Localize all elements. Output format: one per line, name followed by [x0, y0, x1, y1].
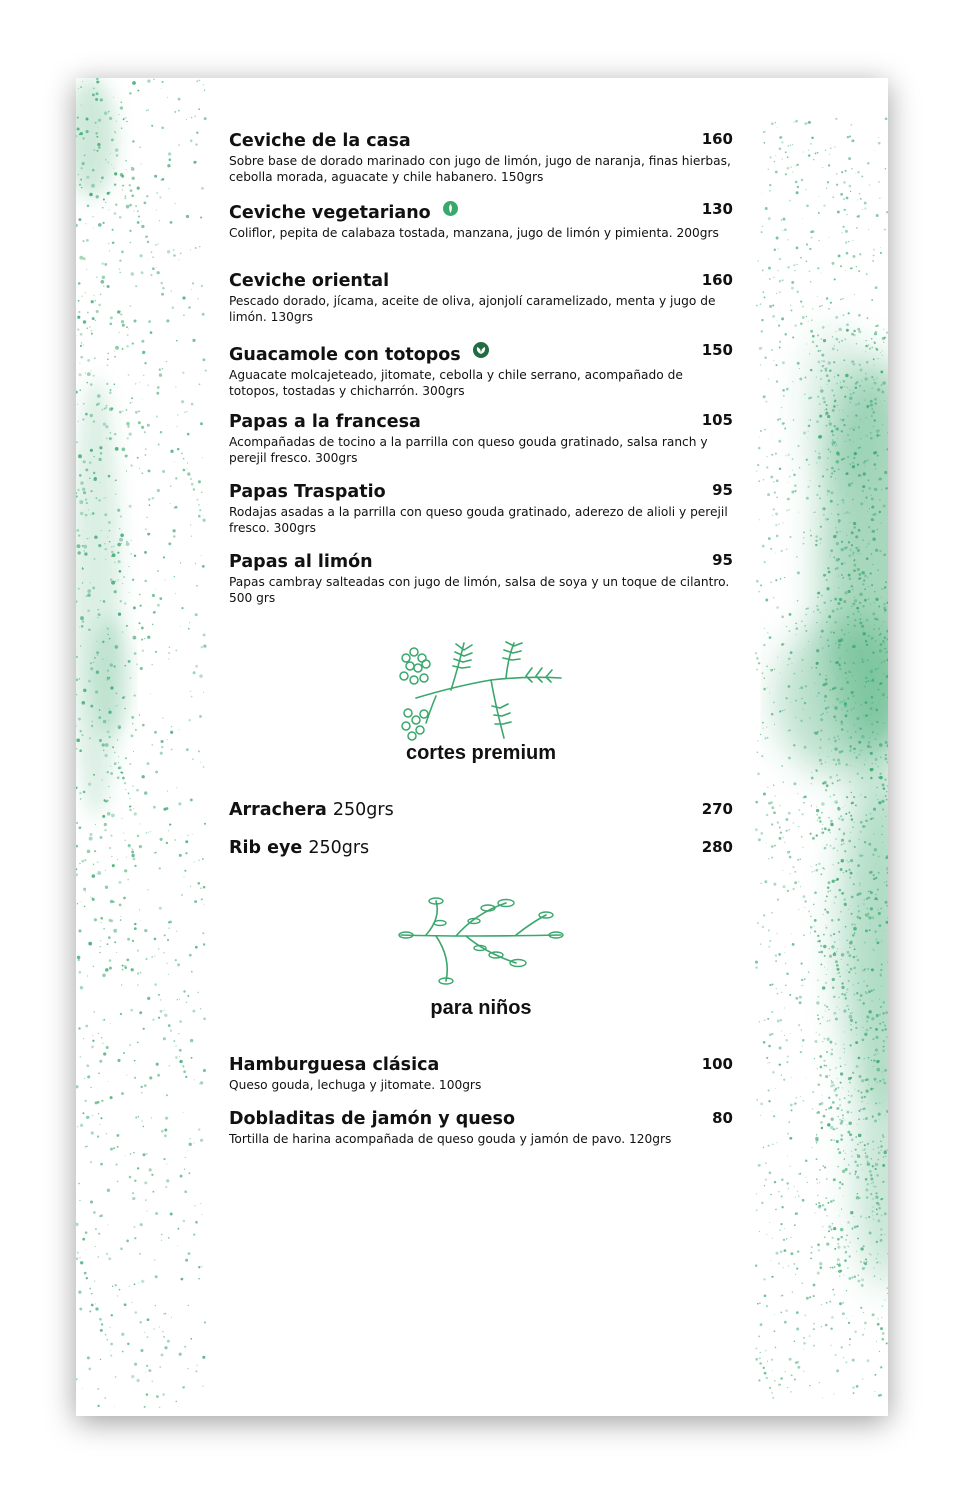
item-price: 95 — [712, 481, 733, 499]
item-name: Papas a la francesa — [229, 412, 421, 432]
menu-page — [76, 78, 888, 1416]
item-price: 80 — [712, 1109, 733, 1127]
item-name: Arrachera — [229, 800, 327, 820]
item-weight: 250grs — [332, 800, 394, 820]
item-description: Acompañadas de tocino a la parrilla con queso gouda gratinado, salsa ranch y perejil fresco. 300grs — [229, 435, 708, 465]
item-name: Papas al limón — [229, 552, 373, 572]
item-description: Aguacate molcajeteado, jitomate, cebolla y chile serrano, acompañado de totopos, tostadas y chicharrón. 300grs — [229, 368, 683, 398]
item-price: 95 — [712, 551, 733, 569]
item-description: Tortilla de harina acompañada de queso gouda y jamón de pavo. 120grs — [229, 1132, 672, 1146]
item-price: 270 — [701, 800, 733, 818]
item-name: Guacamole con totopos — [229, 345, 461, 365]
item-name: Ceviche vegetariano — [229, 203, 431, 223]
section-title-premium: cortes premium — [405, 742, 557, 764]
item-description: Papas cambray salteadas con jugo de limón, salsa de soya y un toque de cilantro. 500 grs — [229, 575, 730, 605]
item-name: Papas Traspatio — [229, 482, 386, 502]
item-name: Ceviche oriental — [229, 271, 390, 291]
section-title-kids: para niños — [430, 997, 532, 1019]
item-price: 105 — [701, 411, 733, 429]
herb-sprig-illustration-1 — [396, 638, 566, 742]
item-name: Dobladitas de jamón y queso — [229, 1109, 515, 1129]
item-name: Hamburguesa clásica — [229, 1055, 440, 1075]
item-price: 280 — [701, 838, 733, 856]
vegan-leaves-icon — [473, 342, 489, 358]
item-price: 150 — [701, 341, 733, 359]
item-description: Pescado dorado, jícama, aceite de oliva, ajonjolí caramelizado, menta y jugo de limón. 130grs — [229, 294, 716, 324]
item-name: Rib eye — [229, 838, 303, 858]
item-price: 130 — [701, 200, 733, 218]
herb-sprig-illustration-2 — [396, 893, 566, 988]
item-name: Ceviche de la casa — [229, 131, 411, 151]
item-price: 100 — [701, 1055, 733, 1073]
item-weight: 250grs — [308, 838, 370, 858]
item-description: Rodajas asadas a la parrilla con queso gouda gratinado, aderezo de alioli y perejil fresco. 300grs — [229, 505, 728, 535]
item-description: Queso gouda, lechuga y jitomate. 100grs — [229, 1078, 482, 1092]
item-description: Sobre base de dorado marinado con jugo de limón, jugo de naranja, finas hierbas, cebolla morada, aguacate y chile habanero. 150grs — [229, 154, 731, 184]
item-price: 160 — [701, 130, 733, 148]
item-price: 160 — [701, 271, 733, 289]
vegetarian-leaf-icon — [443, 201, 458, 216]
item-description: Coliflor, pepita de calabaza tostada, manzana, jugo de limón y pimienta. 200grs — [229, 226, 719, 240]
